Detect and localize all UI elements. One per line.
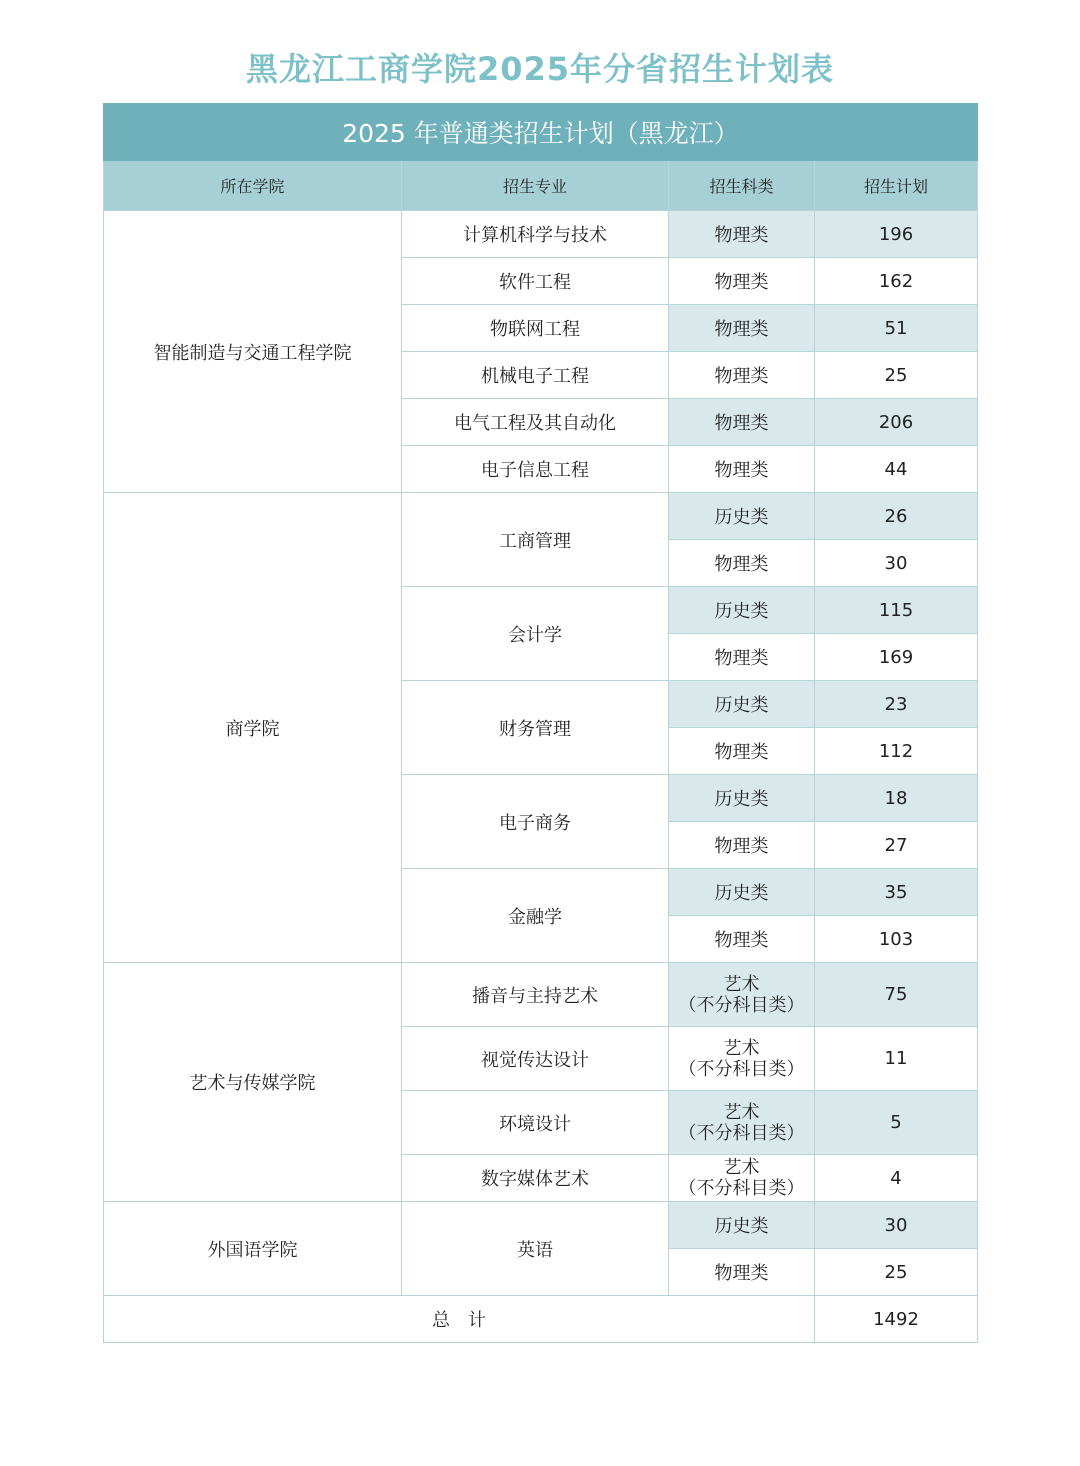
- subject-cell: 物理类: [669, 211, 815, 258]
- subject-line: 艺术: [723, 1037, 760, 1059]
- table-banner: 2025 年普通类招生计划（黑龙江）: [104, 104, 978, 161]
- plan-cell: 30: [815, 540, 978, 587]
- subject-line: 艺术: [723, 1101, 760, 1123]
- major-cell: 电气工程及其自动化: [402, 399, 669, 446]
- subject-cell: 历史类: [669, 493, 815, 540]
- plan-cell: 112: [815, 728, 978, 775]
- subject-cell: 物理类: [669, 305, 815, 352]
- subject-line: 艺术: [723, 973, 760, 995]
- subject-cell: 物理类: [669, 352, 815, 399]
- subject-cell: 历史类: [669, 869, 815, 916]
- plan-cell: 23: [815, 681, 978, 728]
- subject-line: 艺术: [723, 1157, 760, 1178]
- major-cell: 播音与主持艺术: [402, 963, 669, 1027]
- major-cell: 电子信息工程: [402, 446, 669, 493]
- college-cell: 智能制造与交通工程学院: [104, 211, 402, 493]
- subject-line: （不分科目类）: [678, 994, 805, 1016]
- page-title: 黑龙江工商学院2025年分省招生计划表: [245, 50, 835, 88]
- header-major: 招生专业: [402, 161, 669, 211]
- plan-cell: 5: [815, 1091, 978, 1155]
- subject-cell: 历史类: [669, 775, 815, 822]
- major-cell: 软件工程: [402, 258, 669, 305]
- major-cell: 电子商务: [402, 775, 669, 869]
- plan-cell: 26: [815, 493, 978, 540]
- plan-cell: 25: [815, 352, 978, 399]
- subject-cell: 物理类: [669, 399, 815, 446]
- subject-cell: 物理类: [669, 258, 815, 305]
- plan-cell: 196: [815, 211, 978, 258]
- plan-cell: 44: [815, 446, 978, 493]
- plan-cell: 25: [815, 1249, 978, 1296]
- college-cell: 外国语学院: [104, 1202, 402, 1296]
- plan-cell: 51: [815, 305, 978, 352]
- table-row: [104, 1202, 978, 1249]
- subject-cell: [669, 1155, 815, 1202]
- plan-cell: 30: [815, 1202, 978, 1249]
- plan-cell: 18: [815, 775, 978, 822]
- subject-cell: 物理类: [669, 822, 815, 869]
- major-cell: 金融学: [402, 869, 669, 963]
- subject-cell: [669, 1027, 815, 1091]
- major-cell: 工商管理: [402, 493, 669, 587]
- total-value: 1492: [815, 1296, 978, 1343]
- total-row: [104, 1296, 978, 1343]
- subject-line: （不分科目类）: [678, 1178, 805, 1199]
- table-row: [104, 963, 978, 1027]
- plan-cell: 169: [815, 634, 978, 681]
- major-cell: 机械电子工程: [402, 352, 669, 399]
- total-label: 总 计: [104, 1296, 815, 1343]
- college-cell: 艺术与传媒学院: [104, 963, 402, 1202]
- major-cell: 视觉传达设计: [402, 1027, 669, 1091]
- plan-cell: 11: [815, 1027, 978, 1091]
- major-cell: 物联网工程: [402, 305, 669, 352]
- subject-cell: [669, 963, 815, 1027]
- table-row: [104, 211, 978, 258]
- plan-cell: 75: [815, 963, 978, 1027]
- plan-cell: 206: [815, 399, 978, 446]
- major-cell: 财务管理: [402, 681, 669, 775]
- subject-cell: 物理类: [669, 916, 815, 963]
- college-cell: 商学院: [104, 493, 402, 963]
- plan-cell: 115: [815, 587, 978, 634]
- major-cell: 计算机科学与技术: [402, 211, 669, 258]
- subject-cell: 物理类: [669, 634, 815, 681]
- subject-cell: [669, 1091, 815, 1155]
- plan-cell: 162: [815, 258, 978, 305]
- subject-cell: 物理类: [669, 1249, 815, 1296]
- plan-cell: 4: [815, 1155, 978, 1202]
- subject-cell: 历史类: [669, 681, 815, 728]
- header-college: 所在学院: [104, 161, 402, 211]
- plan-cell: 35: [815, 869, 978, 916]
- plan-cell: 27: [815, 822, 978, 869]
- subject-cell: 历史类: [669, 587, 815, 634]
- major-cell: 英语: [402, 1202, 669, 1296]
- major-cell: 数字媒体艺术: [402, 1155, 669, 1202]
- subject-cell: 历史类: [669, 1202, 815, 1249]
- major-cell: 会计学: [402, 587, 669, 681]
- plan-cell: 103: [815, 916, 978, 963]
- subject-line: （不分科目类）: [678, 1122, 805, 1144]
- enrollment-plan-table: [103, 103, 978, 1343]
- table-row: [104, 493, 978, 540]
- subject-line: （不分科目类）: [678, 1058, 805, 1080]
- major-cell: 环境设计: [402, 1091, 669, 1155]
- subject-cell: 物理类: [669, 728, 815, 775]
- header-plan: 招生计划: [815, 161, 978, 211]
- subject-cell: 物理类: [669, 446, 815, 493]
- subject-cell: 物理类: [669, 540, 815, 587]
- header-subject: 招生科类: [669, 161, 815, 211]
